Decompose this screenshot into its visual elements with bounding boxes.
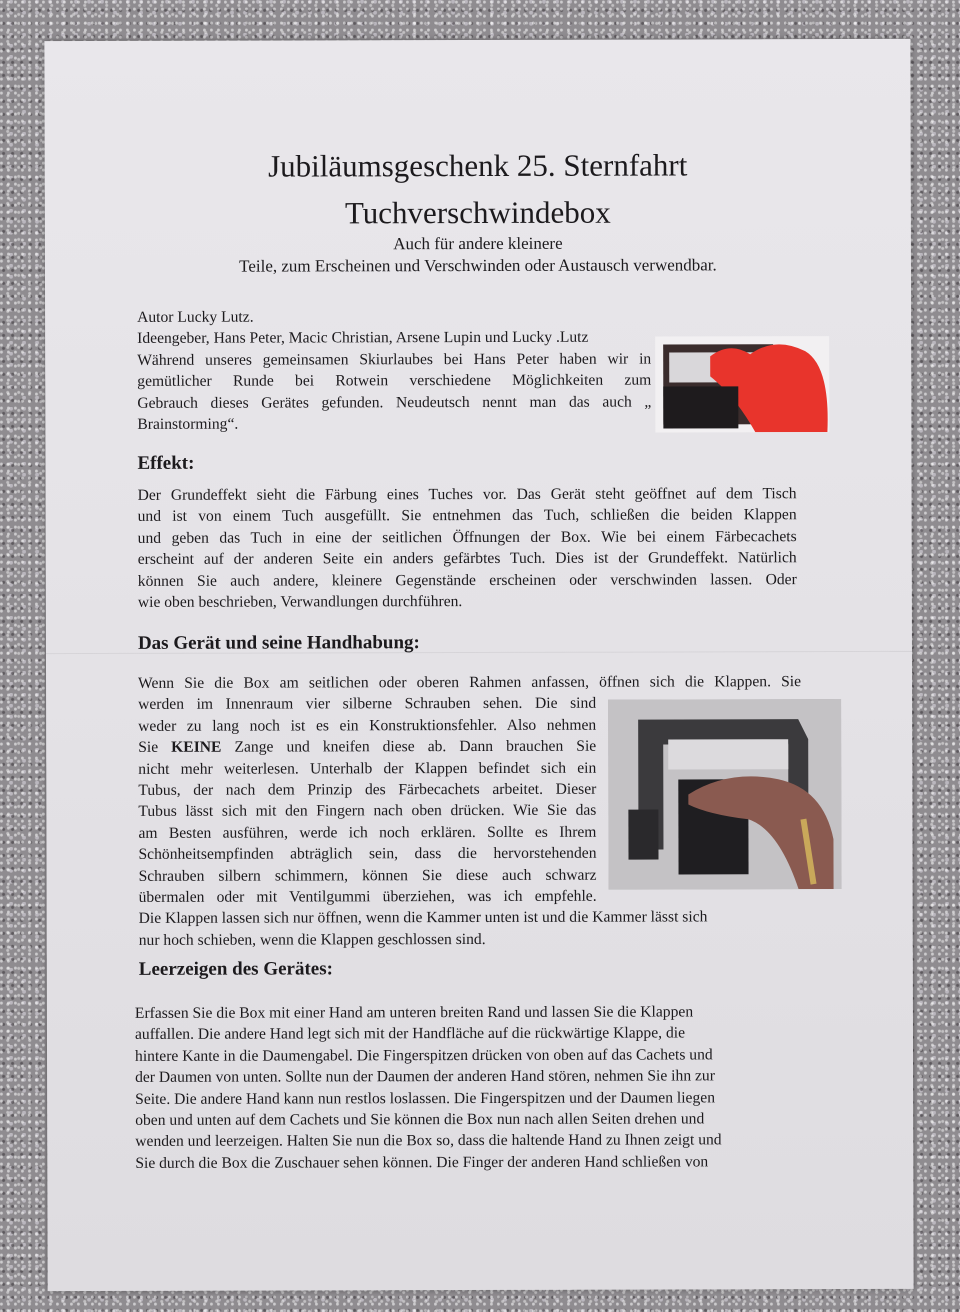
text-line: am Besten ausführen, werde ich noch erklären. Sollte es Ihrem (138, 823, 597, 842)
text-line: nicht mehr weiterlesen. Unterhalb der Klappen befindet sich ein (138, 759, 597, 778)
text-line: wenden und leerzeigen. Halten Sie nun die Box so, dass die haltende Hand zu Ihnen zeigt und (135, 1131, 722, 1151)
text-line: und geben das Tuch in eine der seitlichen Öffnungen der Box. Wie bei einem Färbecachets (137, 527, 797, 547)
document-page (44, 39, 913, 1291)
text-line: oben und unten auf dem Cachets und Sie können die Box nun nach allen Seiten drehen und (135, 1110, 705, 1129)
text-line: nur hoch schieben, wenn die Klappen geschlossen sind. (138, 930, 486, 949)
text-line: hintere Kante in die Daumengabel. Die Fingerspitzen drücken von oben auf das Cachets und (135, 1046, 713, 1065)
text-line: und ist von einem Tuch ausgefüllt. Sie entnehmen das Tuch, schließen die beiden Klappen (137, 506, 797, 526)
text-line: der Daumen von unten. Sollte nun der Daumen der anderen Hand stören, nehmen Sie ihn zur (135, 1067, 715, 1087)
title-line-1: Jubiläumsgeschenk 25. Sternfahrt (268, 147, 688, 184)
text-line: Seite. Die andere Hand kann nun restlos loslassen. Die Fingerspitzen und der Daumen liegen (135, 1089, 716, 1108)
section-heading-effekt: Effekt: (137, 452, 195, 474)
effekt-paragraph (138, 483, 797, 613)
title-line-2: Tuchverschwindebox (344, 194, 611, 231)
text-line: Tubus lässt sich mit den Fingern nach oben drücken. Wie Sie das (138, 802, 597, 821)
text-line: Schrauben silbern schimmern, können Sie diese auch schwarz (138, 866, 597, 885)
text-line: Ideengeber, Hans Peter, Macic Christian, Arsene Lupin und Lucky .Lutz (137, 329, 589, 348)
section-heading-handhabung: Das Gerät und seine Handhabung: (137, 632, 420, 654)
text-line: wie oben beschrieben, Verwandlungen durchführen. (137, 593, 463, 611)
text-line: Brainstorming“. (137, 415, 239, 433)
text-line: Sie durch die Box die Zuschauer sehen können. Die Finger der anderen Hand schließen von (135, 1153, 709, 1172)
leerzeigen-paragraph (135, 1001, 805, 1174)
text-line: übermalen oder mit Ventilgummi überziehen, was ich empfehle. (138, 887, 597, 906)
text-line: Tubus, der nach dem Prinzip des Färbecachets arbeitet. Dieser (138, 780, 597, 799)
subtitle-line-2: Teile, zum Erscheinen und Verschwinden oder Austausch verwendbar. (239, 255, 717, 276)
text-line: Autor Lucky Lutz. (137, 308, 254, 326)
text-line: werden im Innenraum vier silberne Schrauben sehen. Die sind (138, 695, 597, 714)
box-with-red-cloth-photo (655, 336, 829, 432)
text-line: Wenn Sie die Box am seitlichen oder oberen Rahmen anfassen, öffnen sich die Klappen. Sie (138, 673, 802, 692)
text-line: erscheint auf der anderen Seite ein anders gefärbtes Tuch. Dies ist der Grundeffekt. Natürlich (137, 549, 797, 569)
text-line: Während unseres gemeinsamen Skiurlaubes bei Hans Peter haben wir in (137, 350, 652, 369)
text-line: Sie KEINE Zange und kneifen diese ab. Dann brauchen Sie (138, 737, 597, 757)
text-line: Die Klappen lassen sich nur öffnen, wenn die Kammer unten ist und die Kammer lässt sich (138, 908, 708, 928)
text-line: auffallen. Die andere Hand legt sich mit der Handfläche auf die rückwärtige Klappe, die (134, 1024, 686, 1044)
text-line: Erfassen Sie die Box mit einer Hand am unteren breiten Rand und lassen Sie die Klappen (134, 1003, 694, 1022)
subtitle-line-1: Auch für andere kleinere (393, 233, 563, 254)
text-line: gemütlicher Runde bei Rotwein verschiedene Möglichkeiten zum (137, 371, 652, 391)
emphasis: KEINE (171, 738, 222, 757)
text-line: Schönheitsempfinden abträglich sein, dass die hervorstehenden (138, 844, 597, 864)
section-heading-leerzeigen: Leerzeigen des Gerätes: (138, 958, 333, 980)
text-line: Der Grundeffekt sieht die Färbung eines Tuches vor. Das Gerät steht geöffnet auf dem Tisch (137, 485, 797, 504)
text-line: weder zu lang noch ist es ein Konstruktionsfehler. Also nehmen (138, 716, 597, 735)
intro-paragraph (137, 306, 651, 436)
box-with-hand-photo (608, 699, 841, 890)
text-line: Gebrauch dieses Gerätes gefunden. Neudeutsch nennt man das auch „ (137, 393, 652, 412)
text-line: können Sie auch andere, kleinere Gegenstände erscheinen oder verschwinden lassen. Oder (137, 570, 797, 590)
